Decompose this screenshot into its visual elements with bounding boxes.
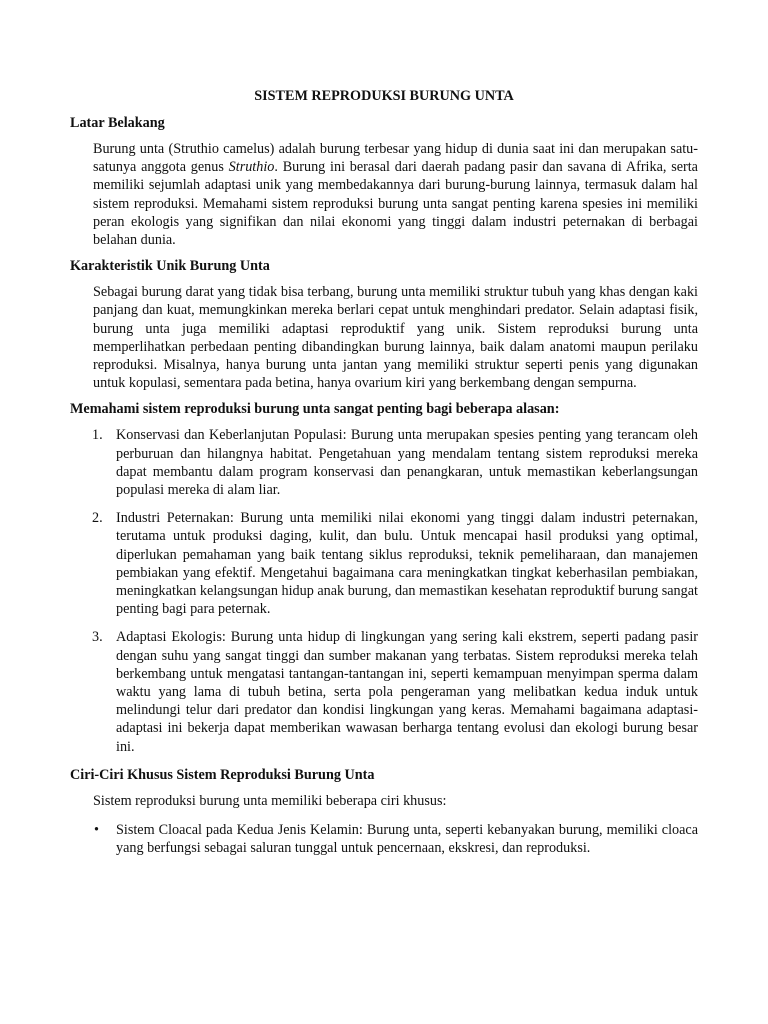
- list-item-text: Industri Peternakan: Burung unta memiliki nilai ekonomi yang tinggi dalam industri peternakan, terutama untuk produksi daging, kulit, dan bulu. Untuk mencapai hasil produksi yang optimal, diperlukan pemahaman yang baik tentang siklus reproduksi, teknik pemeliharaan, dan manajemen pembiakan yang efektif. Mengetahui bagaimana cara meningkatkan tingkat keberhasilan pembiakan, meningkatkan kelangsungan hidup anak burung, dan memastikan kesehatan reproduktif burung sangat penting bagi para peternak.: [116, 510, 698, 618]
- list-item: [70, 426, 698, 499]
- list-item: [70, 628, 698, 755]
- paragraph-karakteristik: Sebagai burung darat yang tidak bisa terbang, burung unta memiliki struktur tubuh yang khas dengan kaki panjang dan kuat, memungkinkan mereka berlari cepat untuk menghindari predator. Selain adaptasi fisik, burung unta juga memiliki adaptasi reproduktif yang unik. Sistem reproduksi burung unta memperlihatkan perbedaan penting dibandingkan burung lainnya, baik dalam anatomi maupun perilaku reproduksi. Misalnya, hanya burung unta jantan yang memiliki struktur seperti penis yang digunakan untuk kopulasi, sementara pada betina, hanya ovarium kiri yang berkembang dengan sempurna.: [93, 284, 698, 392]
- heading-latar-belakang: Latar Belakang: [70, 115, 165, 131]
- genus-italic: Struthio: [228, 159, 275, 176]
- list-number: 1.: [92, 427, 103, 444]
- paragraph-ciri-intro: Sistem reproduksi burung unta memiliki beberapa ciri khusus:: [93, 792, 447, 809]
- heading-alasan: Memahami sistem reproduksi burung unta sangat penting bagi beberapa alasan:: [70, 401, 560, 418]
- list-item-text: Adaptasi Ekologis: Burung unta hidup di lingkungan yang sering kali ekstrem, seperti padang pasir dengan suhu yang sangat tinggi dan sumber makanan yang terbatas. Sistem reproduksi mereka telah berkembang untuk mengatasi tantangan-tantangan ini, seperti kemampuan menyimpan sperma dalam waktu yang lama di tubuh betina, serta pola pengeraman yang melibatkan kedua induk untuk melindungi telur dari predator dan kondisi lingkungan yang keras. Memahami bagaimana adaptasi-adaptasi ini bekerja dapat memberikan wawasan berharga tentang evolusi dan ekologi burung besar ini.: [116, 629, 698, 755]
- paragraph-text: Burung unta (Struthio camelus) adalah burung terbesar yang hidup di dunia saat ini dan merupakan satu-satunya anggota genus: [93, 141, 698, 176]
- heading-karakteristik: Karakteristik Unik Burung Unta: [70, 258, 270, 275]
- paragraph-text: . Burung ini berasal dari daerah padang pasir dan savana di Afrika, serta memiliki sejumlah adaptasi unik yang membedakannya dari burung-burung lainnya, termasuk dalam hal sistem reproduksi. Memahami sistem reproduksi burung unta sangat penting karena spesies ini memiliki peran ekologis yang signifikan dan nilai ekonomi yang tinggi dalam industri peternakan di berbagai belahan dunia.: [93, 159, 698, 249]
- heading-ciri-ciri: Ciri-Ciri Khusus Sistem Reproduksi Burung Unta: [70, 766, 375, 783]
- list-item-text: Konservasi dan Keberlanjutan Populasi: Burung unta merupakan spesies penting yang terancam oleh perburuan dan hilangnya habitat. Pengetahuan yang mendalam tentang sistem reproduksi mereka dapat membantu dalam program konservasi dan penangkaran, untuk memastikan keberlangsungan populasi mereka di alam liar.: [116, 427, 698, 499]
- reasons-list: [70, 426, 698, 755]
- features-list: [70, 821, 698, 857]
- list-number: 3.: [92, 629, 103, 646]
- bullet-icon: •: [94, 822, 99, 839]
- paragraph-latar-belakang: [93, 140, 698, 249]
- list-item-text: Sistem Cloacal pada Kedua Jenis Kelamin: Burung unta, seperti kebanyakan burung, memiliki cloaca yang berfungsi sebagai saluran tunggal untuk pencernaan, ekskresi, dan reproduksi.: [116, 822, 698, 857]
- list-item: [70, 509, 698, 618]
- list-number: 2.: [92, 510, 103, 527]
- document-title: SISTEM REPRODUKSI BURUNG UNTA: [254, 88, 514, 104]
- list-item: [70, 821, 698, 857]
